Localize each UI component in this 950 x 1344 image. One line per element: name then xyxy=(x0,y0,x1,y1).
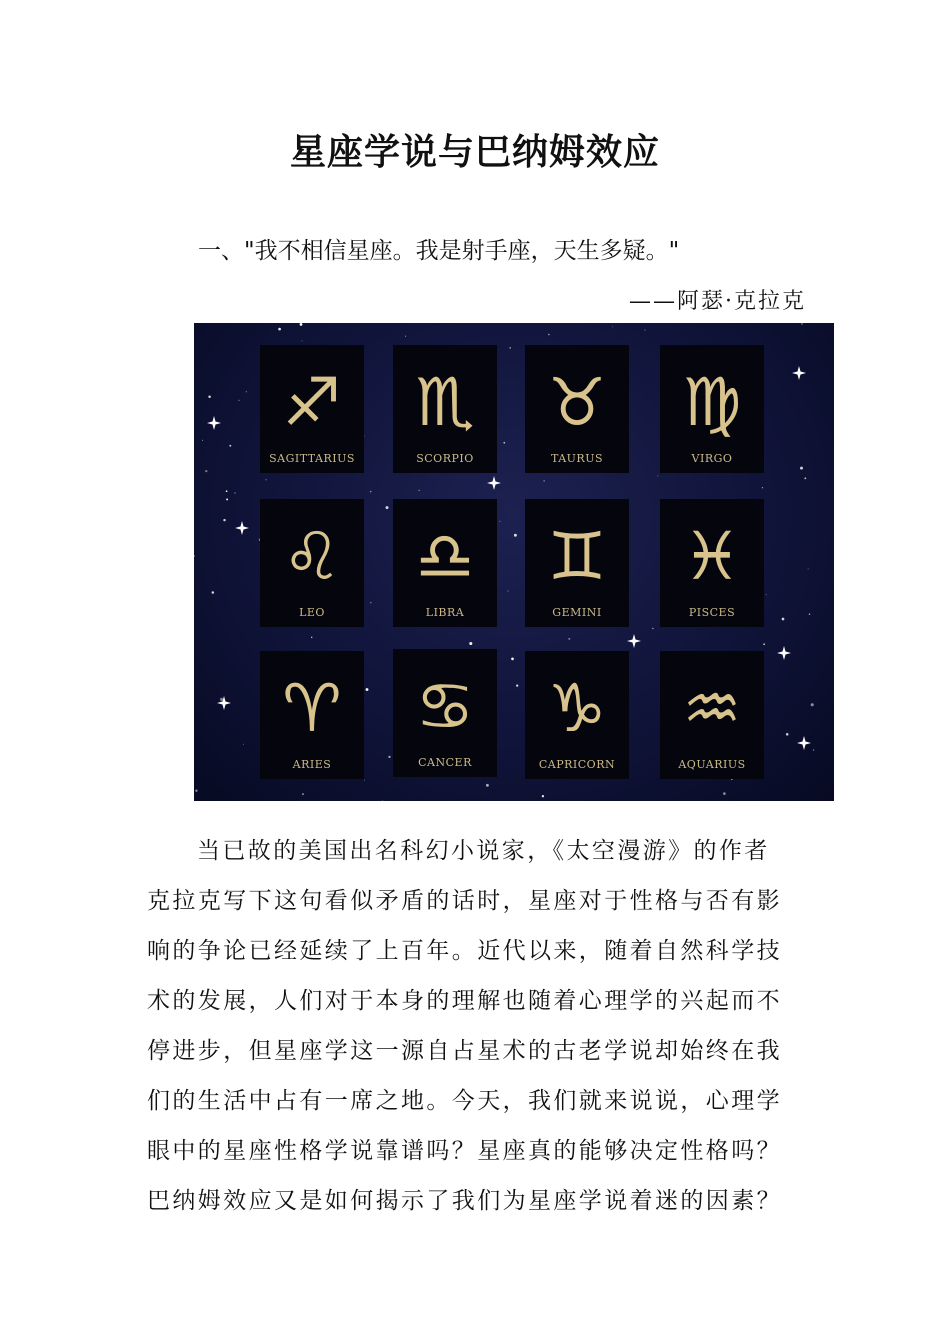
libra-icon: ♎ xyxy=(415,518,475,595)
star xyxy=(804,477,806,479)
sparkle-star xyxy=(235,521,249,535)
zodiac-signs-image xyxy=(194,323,834,801)
paragraph-line: 克拉克写下这句看似矛盾的话时，星座对于性格与否有影 xyxy=(147,888,782,914)
zodiac-tile-gemini xyxy=(525,499,629,627)
zodiac-tile-libra xyxy=(393,499,497,627)
star xyxy=(226,490,228,492)
star xyxy=(364,780,365,781)
paragraph-line: 们的生活中占有一席之地。今天，我们就来说说，心理学 xyxy=(147,1088,782,1114)
sparkle-star xyxy=(487,476,501,490)
star xyxy=(234,492,235,493)
zodiac-tile-leo xyxy=(260,499,364,627)
zodiac-label: TAURUS xyxy=(550,452,604,465)
leo-icon: ♌ xyxy=(282,518,342,595)
quote-attribution: ——阿瑟·克拉克 xyxy=(629,289,806,314)
star xyxy=(499,521,500,522)
zodiac-label: LIBRA xyxy=(425,606,465,619)
sparkle-star xyxy=(792,366,806,380)
zodiac-label: LEO xyxy=(299,606,325,619)
star xyxy=(612,326,613,327)
paragraph-line: 当已故的美国出名科幻小说家，《太空漫游》的作者 xyxy=(197,838,770,864)
star xyxy=(386,506,389,509)
star xyxy=(514,534,517,537)
pisces-icon: ♓ xyxy=(682,518,742,595)
capricorn-icon: ♑ xyxy=(547,670,607,747)
sparkle-star xyxy=(207,416,221,430)
body-paragraph xyxy=(147,826,807,1226)
star xyxy=(516,685,518,687)
star xyxy=(786,733,789,736)
zodiac-tile-pisces xyxy=(660,499,764,627)
scorpio-icon: ♏ xyxy=(415,364,475,441)
star xyxy=(212,591,215,594)
paragraph-line: 术的发展，人们对于本身的理解也随着心理学的兴起而不 xyxy=(147,988,782,1014)
star xyxy=(511,658,514,661)
zodiac-label: AQUARIUS xyxy=(678,758,746,771)
star xyxy=(811,703,814,706)
zodiac-tile-capricorn xyxy=(525,651,629,779)
star xyxy=(202,440,203,441)
star xyxy=(382,800,383,801)
zodiac-tile-aquarius xyxy=(660,651,764,779)
zodiac-label: SCORPIO xyxy=(416,452,474,465)
star xyxy=(405,336,406,337)
aquarius-icon: ♒ xyxy=(682,670,742,747)
zodiac-tile-sagittarius xyxy=(260,345,364,473)
section-heading: 一、"我不相信星座。我是射手座，天生多疑。" xyxy=(198,238,680,264)
star xyxy=(542,795,544,797)
star xyxy=(370,602,371,603)
star xyxy=(195,790,197,792)
star xyxy=(419,490,420,491)
star xyxy=(220,698,223,701)
star xyxy=(205,470,207,472)
star xyxy=(229,445,231,447)
star xyxy=(813,749,814,750)
star xyxy=(801,323,803,325)
zodiac-label: GEMINI xyxy=(552,606,602,619)
star xyxy=(388,756,390,758)
sparkle-star xyxy=(627,634,641,648)
star xyxy=(766,594,767,595)
star xyxy=(302,793,304,795)
paragraph-line: 响的争论已经延续了上百年。近代以来，随着自然科学技 xyxy=(147,938,782,964)
star xyxy=(302,340,303,341)
sagittarius-icon: ♐ xyxy=(282,364,342,441)
star xyxy=(503,442,505,444)
star xyxy=(809,613,811,615)
zodiac-label: CANCER xyxy=(418,756,472,769)
gemini-icon: ♊ xyxy=(547,518,607,595)
zodiac-label: VIRGO xyxy=(691,452,733,465)
star xyxy=(311,637,312,638)
star xyxy=(208,396,211,399)
star xyxy=(763,643,765,645)
zodiac-tile-taurus xyxy=(525,345,629,473)
star xyxy=(278,328,281,331)
star xyxy=(652,628,653,629)
paragraph-line: 巴纳姆效应又是如何揭示了我们为星座学说着迷的因素？ xyxy=(147,1188,782,1214)
paragraph-line: 眼中的星座性格学说靠谱吗？星座真的能够决定性格吗？ xyxy=(147,1138,782,1164)
zodiac-label: ARIES xyxy=(292,758,332,771)
star xyxy=(370,491,372,493)
star xyxy=(800,467,803,470)
zodiac-label: CAPRICORN xyxy=(538,758,616,771)
zodiac-label: PISCES xyxy=(688,606,736,619)
star xyxy=(782,618,785,621)
zodiac-tile-scorpio xyxy=(393,345,497,473)
taurus-icon: ♉ xyxy=(547,364,607,441)
star xyxy=(486,784,489,787)
document-title: 星座学说与巴纳姆效应 xyxy=(289,131,660,173)
star xyxy=(507,591,508,592)
star xyxy=(300,323,303,326)
sparkle-star xyxy=(217,696,231,710)
aries-icon: ♈ xyxy=(282,670,342,747)
star xyxy=(246,391,247,392)
star xyxy=(239,400,240,401)
star xyxy=(366,688,369,691)
zodiac-tile-virgo xyxy=(660,345,764,473)
virgo-icon: ♍ xyxy=(682,364,742,441)
star xyxy=(509,347,510,348)
star xyxy=(194,555,195,557)
star xyxy=(644,329,645,330)
sparkle-star xyxy=(797,736,811,750)
star xyxy=(723,792,726,795)
star xyxy=(762,487,763,488)
star xyxy=(548,334,550,336)
star xyxy=(223,519,225,521)
star xyxy=(469,642,472,645)
paragraph-line: 停进步，但星座学这一源自占星术的古老学说却始终在我 xyxy=(147,1038,782,1064)
star xyxy=(568,638,570,640)
star xyxy=(544,480,545,481)
cancer-icon: ♋ xyxy=(415,668,475,745)
star xyxy=(657,475,658,476)
zodiac-label: SAGITTARIUS xyxy=(269,452,355,465)
star xyxy=(243,744,244,745)
zodiac-tile-cancer xyxy=(393,649,497,777)
star xyxy=(808,568,809,569)
sparkle-star xyxy=(777,646,791,660)
star xyxy=(226,498,228,500)
star xyxy=(266,479,267,480)
zodiac-tile-aries xyxy=(260,651,364,779)
